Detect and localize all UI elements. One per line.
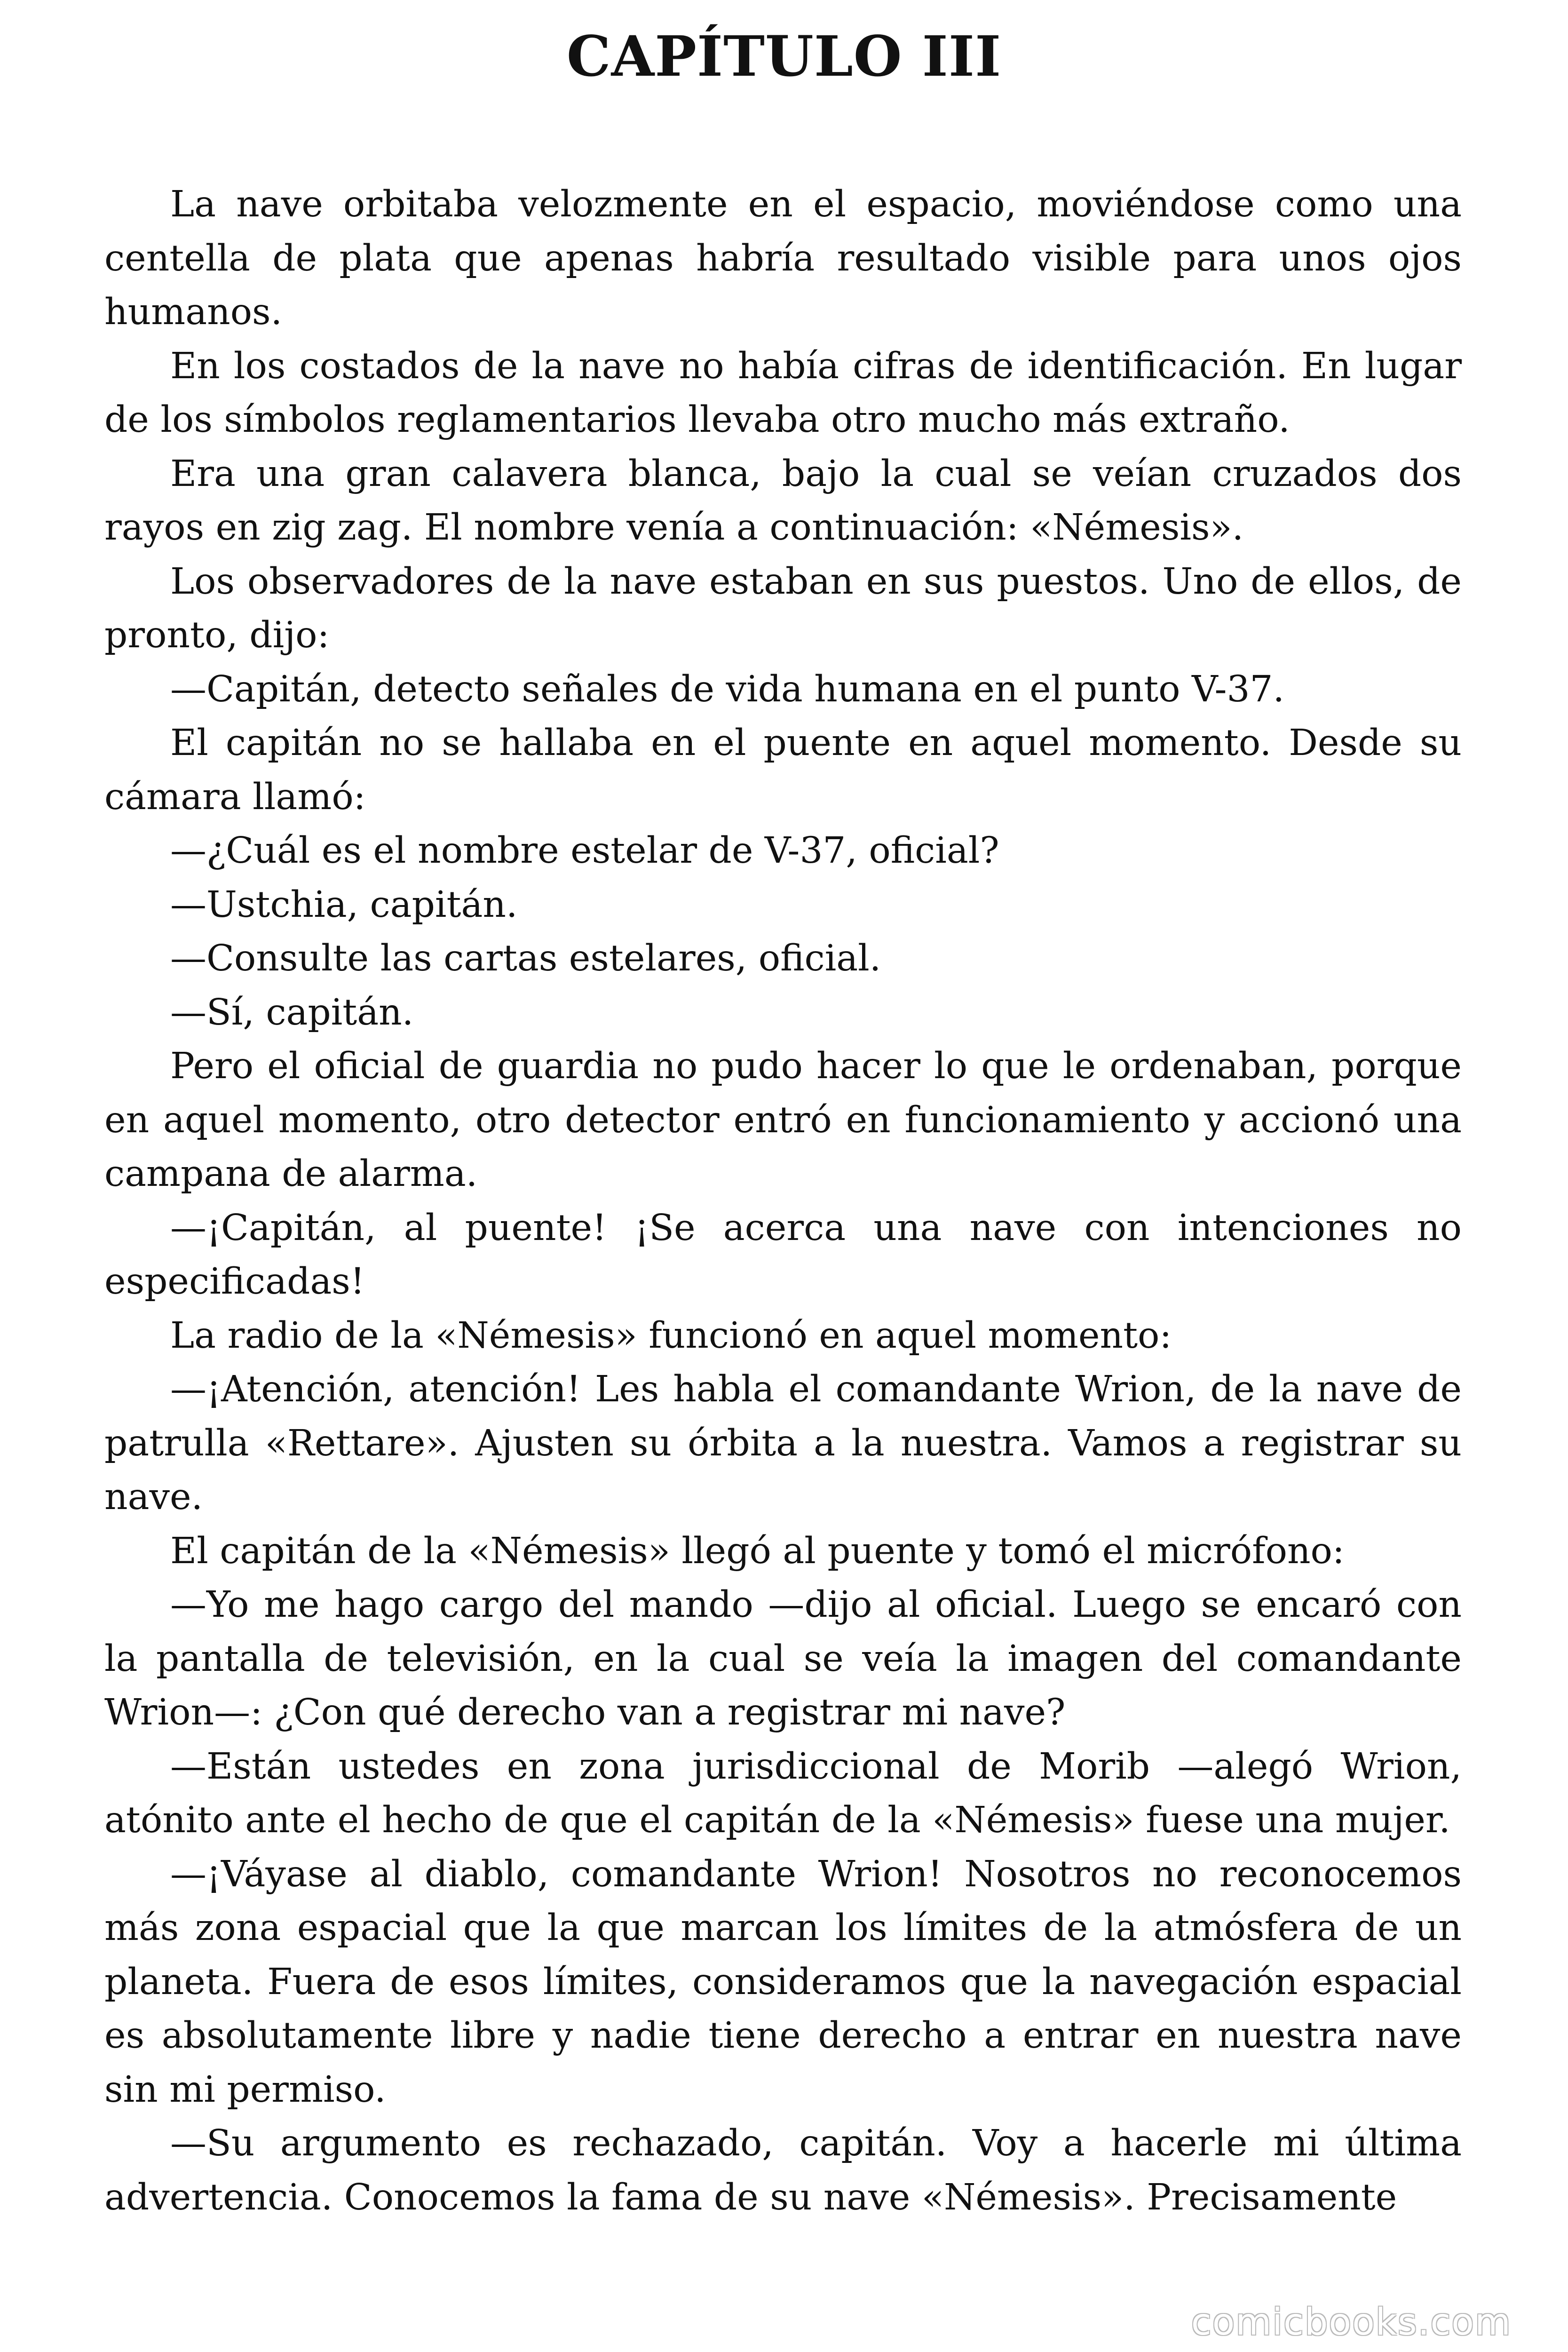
paragraph: La radio de la «Némesis» funcionó en aquel momento: <box>170 1314 1172 1357</box>
paragraph: Era una gran calavera blanca, bajo la cual se veían cruzados dos rayos en zig zag. El nombre venía a continuación: «Némesis». <box>104 453 1462 548</box>
paragraph: El capitán no se hallaba en el puente en aquel momento. Desde su cámara llamó: <box>104 722 1462 818</box>
paragraph: —Están ustedes en zona jurisdiccional de Morib —alegó Wrion, atónito ante el hecho de que el capitán de la «Némesis» fuese una mujer. <box>104 1745 1462 1841</box>
paragraph-last: —Su argumento es rechazado, capitán. Voy a hacerle mi última advertencia. Conocemos la fama de su nave «Némesis». Precisamente <box>104 2122 1462 2218</box>
paragraph: El capitán de la «Némesis» llegó al puente y tomó el micrófono: <box>170 1530 1345 1572</box>
paragraph: Los observadores de la nave estaban en sus puestos. Uno de ellos, de pronto, dijo: <box>104 560 1462 656</box>
paragraph: —Ustchia, capitán. <box>170 883 518 926</box>
paragraph: Pero el oficial de guardia no pudo hacer lo que le ordenaban, porque en aquel momento, otro detector entró en funcionamiento y accionó una campana de alarma. <box>104 1045 1462 1195</box>
paragraph: —Consulte las cartas estelares, oficial. <box>170 938 881 979</box>
paragraph: La nave orbitaba velozmente en el espacio, moviéndose como una centella de plata que apenas habría resultado visible para unos ojos humanos. <box>104 183 1462 333</box>
chapter-title: CAPÍTULO III <box>566 24 1002 89</box>
watermark: comicbooks.com <box>1191 2301 1512 2344</box>
paragraph: —¿Cuál es el nombre estelar de V-37, oficial? <box>170 830 999 872</box>
paragraph: —Yo me hago cargo del mando —dijo al oficial. Luego se encaró con la pantalla de televisión, en la cual se veía la imagen del comandante Wrion—: ¿Con qué derecho van a registrar mi nave? <box>104 1584 1462 1733</box>
chapter-body <box>104 178 1462 2225</box>
paragraph: —¡Váyase al diablo, comandante Wrion! Nosotros no reconocemos más zona espacial que la que marcan los límites de la atmósfera de un planeta. Fuera de esos límites, consideramos que la navegación espacial es absolutamente libre y nadie tiene derecho a entrar en nuestra nave sin mi permiso. <box>104 1853 1462 2111</box>
paragraph: —Sí, capitán. <box>170 991 414 1033</box>
paragraph: —¡Capitán, al puente! ¡Se acerca una nave con intenciones no especificadas! <box>104 1207 1462 1303</box>
paragraph: —¡Atención, atención! Les habla el comandante Wrion, de la nave de patrulla «Rettare». Ajusten su órbita a la nuestra. Vamos a registrar su nave. <box>104 1368 1462 1518</box>
paragraph: —Capitán, detecto señales de vida humana en el punto V-37. <box>170 668 1284 710</box>
paragraph: En los costados de la nave no había cifras de identificación. En lugar de los símbolos reglamentarios llevaba otro mucho más extraño. <box>104 345 1462 441</box>
